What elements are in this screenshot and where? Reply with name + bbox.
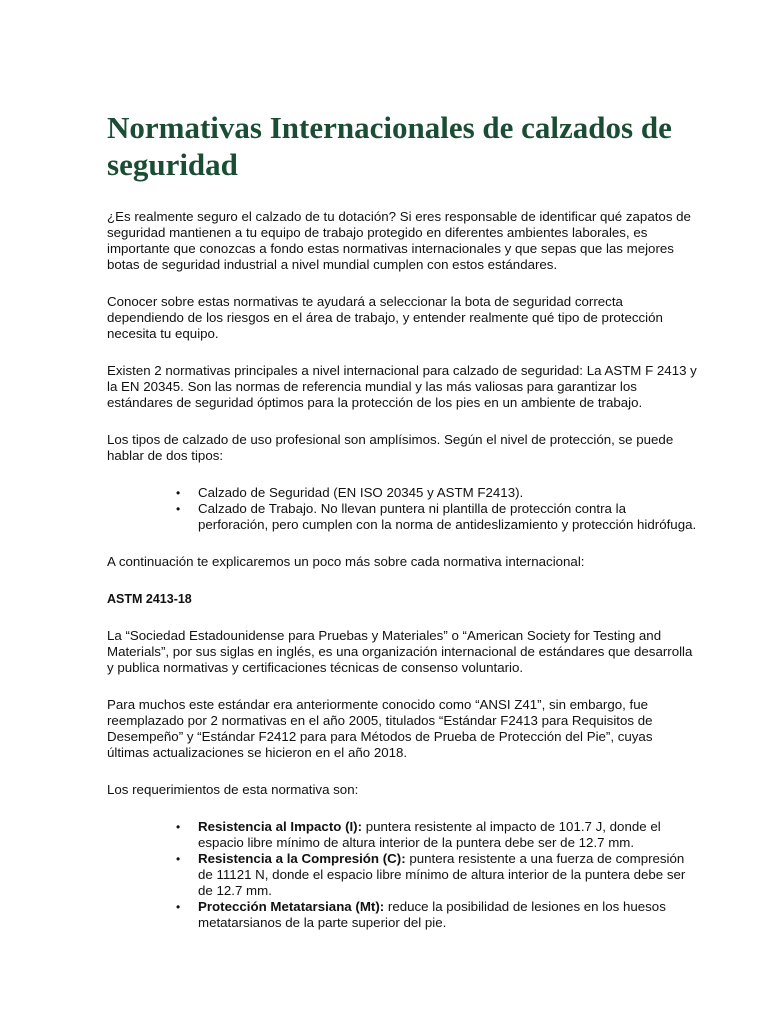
requirements-list <box>107 819 697 931</box>
bullet-icon: • <box>176 852 181 866</box>
paragraph-importance: Conocer sobre estas normativas te ayudará a seleccionar la bota de seguridad correcta dependiendo de los riesgos en el área de trabajo, y entender realmente qué tipo de protección necesita tu equipo. <box>107 294 663 341</box>
list-item <box>176 485 697 501</box>
section-heading-astm: ASTM 2413-18 <box>107 592 192 606</box>
list-item-text: Calzado de Seguridad (EN ISO 20345 y ASTM F2413). <box>198 485 524 500</box>
list-item <box>176 819 697 851</box>
requirement-text: puntera resistente al impacto de 101.7 J, donde el espacio libre mínimo de altura interior de la puntera debe ser de 12.7 mm. <box>198 819 661 850</box>
bullet-icon: • <box>176 900 181 914</box>
intro-paragraph: ¿Es realmente seguro el calzado de tu dotación? Si eres responsable de identificar qué zapatos de seguridad mantienen a tu equipo de trabajo protegido en diferentes ambientes laborales, es importante que conozcas a fondo estas normativas internacionales y que sepas que las mejores botas de seguridad industrial a nivel mundial cumplen con estos estándares. <box>107 209 691 272</box>
paragraph-main-standards: Existen 2 normativas principales a nivel internacional para calzado de seguridad: La ASTM F 2413 y la EN 20345. Son las normas de referencia mundial y las más valiosas para garantizar los estándares de seguridad óptimos para la protección de los pies en un ambiente de trabajo. <box>107 363 697 410</box>
page-title: Normativas Internacionales de calzados de seguridad <box>107 110 672 182</box>
requirement-label: Protección Metatarsiana (Mt): <box>198 899 385 914</box>
list-item-text: Calzado de Trabajo. No llevan puntera ni plantilla de protección contra la perforación, pero cumplen con la norma de antideslizamiento y protección hidrófuga. <box>198 501 697 532</box>
requirement-text: puntera resistente a una fuerza de compresión de 11121 N, donde el espacio libre mínimo de altura interior de la puntera debe ser de 12.7 mm. <box>198 851 686 898</box>
paragraph-continuation: A continuación te explicaremos un poco más sobre cada normativa internacional: <box>107 554 585 569</box>
document-body <box>107 109 697 952</box>
requirement-label: Resistencia al Impacto (I): <box>198 819 363 834</box>
bullet-icon: • <box>176 486 181 500</box>
paragraph-astm-history: Para muchos este estándar era anteriormente conocido como “ANSI Z41”, sin embargo, fue reemplazado por 2 normativas en el año 2005, titulados “Estándar F2413 para Requisitos de Desempeño” y “Estándar F2412 para para Métodos de Prueba de Protección del Pie”, cuyas últimas actualizaciones se hicieron en el año 2018. <box>107 697 653 760</box>
bullet-icon: • <box>176 502 181 516</box>
paragraph-footwear-types: Los tipos de calzado de uso profesional son amplísimos. Según el nivel de protección, se puede hablar de dos tipos: <box>107 432 674 463</box>
requirement-text: reduce la posibilidad de lesiones en los huesos metatarsianos de la parte superior del pie. <box>198 899 666 930</box>
list-item <box>176 899 697 931</box>
footwear-types-list <box>107 485 697 533</box>
list-item <box>176 851 697 899</box>
bullet-icon: • <box>176 820 181 834</box>
requirement-label: Resistencia a la Compresión (C): <box>198 851 406 866</box>
list-item <box>176 501 697 533</box>
paragraph-astm-description: La “Sociedad Estadounidense para Pruebas y Materiales” o “American Society for Testing and Materials”, por sus siglas en inglés, es una organización internacional de estándares que desarrolla y publica normativas y certificaciones técnicas de consenso voluntario. <box>107 628 693 675</box>
paragraph-requirements-intro: Los requerimientos de esta normativa son: <box>107 782 359 797</box>
